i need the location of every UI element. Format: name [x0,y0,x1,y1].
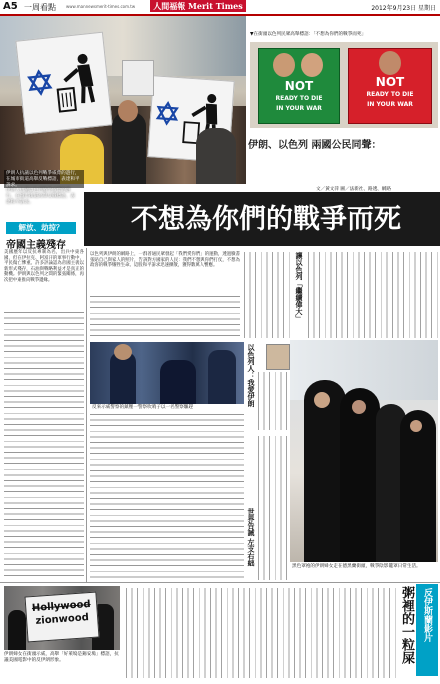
protest-photo [0,16,246,205]
sign-word-1: Hollywood [31,598,91,615]
star-of-david-icon [26,68,55,97]
article-text-block [244,252,290,338]
hollywood-caption: 伊朗婦女在街頭示威，高舉「好萊塢是錫安塢」標語，抗議美國電影中的反伊朗形象。 [4,652,119,663]
poster-headline: NOT [375,75,405,89]
protest-sign [122,60,154,96]
chador-women-photo [290,340,438,562]
page-header [0,0,440,16]
section-name: 一周看點 [24,3,56,12]
film-tag-label: 反伊斯蘭影片 [422,588,432,642]
chador-caption: 黑色罩袍的伊朗婦女走在德黑蘭街頭，戰爭陰影籠罩日常生活。 [292,564,421,569]
sign-word-2: zionwood [35,612,90,627]
byline: 文／黃文萍 圖／法新社、路透、網路 [316,187,391,192]
poster-line: IN YOUR WAR [276,105,322,112]
issue-date: 2012年9月23日 星期日 [371,5,436,12]
article-text-block [90,414,244,580]
trash-bin-icon [52,51,102,115]
article-text-block [258,372,288,430]
peace-sign-photo [250,42,438,128]
police-caption: 反來示威警察的鎮壓一警察吹哨子以一名警察驅趕 [92,405,194,410]
article-text-block [126,588,396,678]
headline-main: 不想為你們的戰爭而死 [131,204,401,235]
protest-sign [15,32,112,135]
sidebar-title: 帝國主義殘存 [6,240,66,251]
top-photo-caption: 伊朗人抗議以色列戰爭威脅的遊行，在城市街道高舉反戰標語，表達和平訴求。 [6,171,80,188]
subhead-2: 以色列人：我愛伊朗 [247,344,256,407]
portrait-inset [266,344,290,370]
star-of-david-icon [155,101,181,127]
poster-left [258,48,340,124]
poster-right [348,48,432,124]
film-title: 粥裡的一粒屎 [399,586,414,664]
article-body: 以色列與伊朗的網路上，一群普通民眾發起「我們愛你們」的運動，透過臉書張貼自己與家人的照片，告訴對方國家的人民：我們不想與你們打仗，不想為政客的戰爭犧牲生命。這股和平訴求迅速擴散，獲得數萬人響應。 [90,252,240,269]
article-text-block [308,252,438,338]
poster-headline: NOT [284,79,314,93]
article-text-block [90,296,240,340]
right-photo-caption: ▼在街頭以色列民眾高舉標語：「不想為你們的戰爭而死」 [250,32,367,37]
site-url: www.mannewsmerit-times.com.tw [66,4,136,9]
police-photo [90,342,244,404]
poster-line: READY TO DIE [366,91,414,98]
hollywood-protest-photo [4,586,120,650]
page-number: A5 [3,1,18,12]
sidebar-tag: 解放、劫掠？ [6,222,76,234]
sidebar-text-block [4,312,84,580]
subhead-1: 讓以色列「繼續偉大」 [295,252,304,322]
sidebar-body: 美國歷年以反抗專制為名，出兵中東各國，但在伊拉克、阿富汗的軍事行動中，平民傷亡慘重。許多評論認為帝國主義以新形式殘存，石油與戰略利益才是真正的動機。伊朗與以色列之間的緊張關係，再次把中東推向戰爭邊緣。 [4,250,84,283]
article-text-block [258,436,288,580]
poster-line: IN YOUR WAR [367,101,413,108]
photo-caption: 伊朗人抗議以色列戰爭威脅的遊行，在城市街道高舉反戰標語，表達和平訴求。 [6,188,75,205]
headline-kicker: 伊朗、以色列 兩國公民同聲： [248,140,382,151]
subhead-3: 世界告誡 左支右絀 [247,508,256,567]
masthead-logo: 人間福報 Merit Times [150,0,246,12]
hollywood-sign [24,592,99,643]
poster-line: READY TO DIE [275,95,323,102]
